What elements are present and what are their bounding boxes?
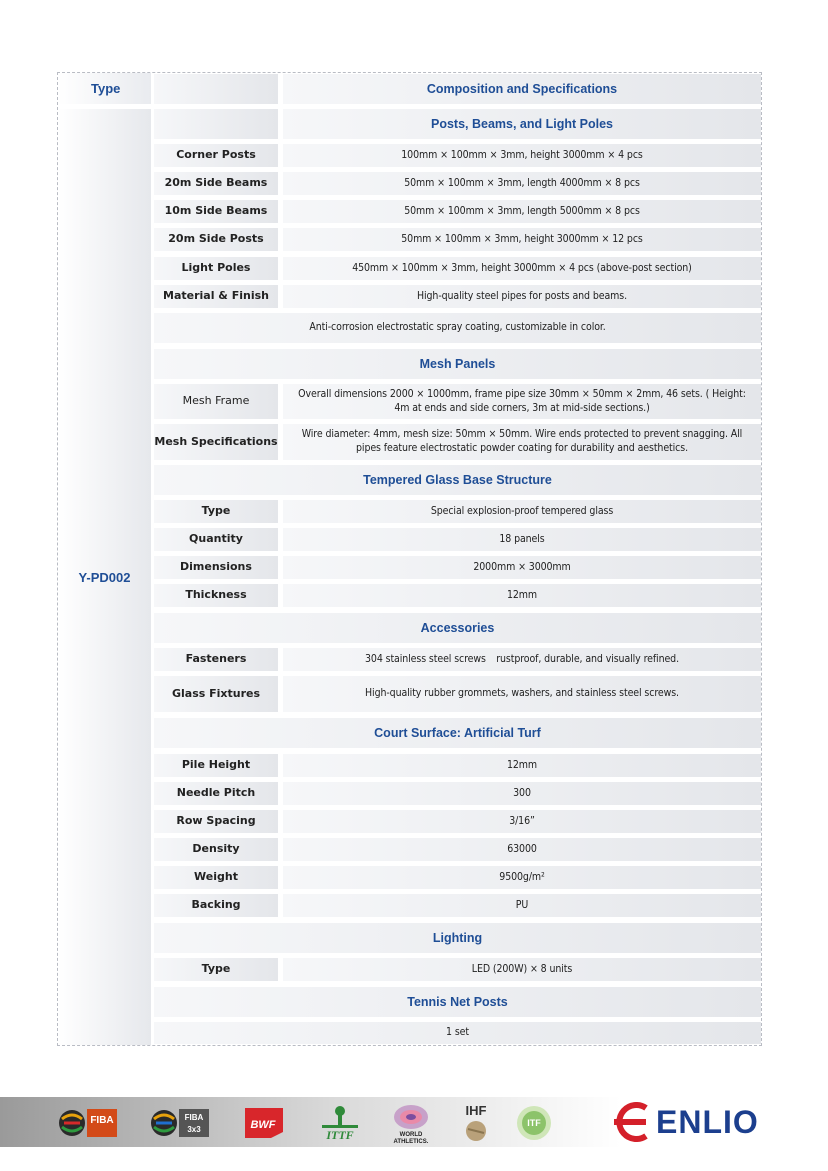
section-note: 1 set	[154, 1022, 761, 1044]
row-key: Quantity	[154, 528, 278, 551]
type-column-header: Type	[58, 73, 151, 104]
row-value: 12mm	[283, 584, 761, 607]
row-value: 50mm × 100mm × 3mm, height 3000mm × 12 pcs	[283, 228, 761, 251]
row-value: Overall dimensions 2000 × 1000mm, frame pipe size 30mm × 50mm × 2mm, 46 sets. ( Height: 4m at ends and side corners, 3m at mid-side sections.)	[283, 384, 761, 419]
row-key: Glass Fixtures	[154, 676, 278, 712]
row-key: Dimensions	[154, 556, 278, 579]
row-value: PU	[283, 894, 761, 917]
row-value: 100mm × 100mm × 3mm, height 3000mm × 4 pcs	[283, 144, 761, 167]
row-value: Special explosion-proof tempered glass	[283, 500, 761, 523]
row-key: 20m Side Posts	[154, 228, 278, 251]
fiba-3x3-label: FIBA	[184, 1113, 204, 1122]
enlio-mark-icon	[612, 1102, 652, 1142]
itf-label: ITF	[527, 1118, 541, 1128]
ihf-logo	[461, 1101, 491, 1150]
row-value: High-quality steel pipes for posts and beams.	[283, 285, 761, 308]
row-key: Mesh Frame	[154, 384, 278, 419]
world-athletics-logo	[388, 1102, 434, 1149]
row-key: Light Poles	[154, 257, 278, 280]
spec-column-header: Composition and Specifications	[283, 74, 761, 104]
section-title: Tennis Net Posts	[154, 987, 761, 1017]
section-title: Lighting	[154, 923, 761, 953]
row-key: Backing	[154, 894, 278, 917]
row-value: 50mm × 100mm × 3mm, length 5000mm × 8 pcs	[283, 200, 761, 223]
fiba-label: FIBA	[90, 1115, 114, 1126]
row-key: Density	[154, 838, 278, 861]
brand-name: ENLIO	[656, 1103, 759, 1140]
row-value: Wire diameter: 4mm, mesh size: 50mm × 50mm. Wire ends protected to prevent snagging. All pipes feature electrostatic powder coating for durability and aesthetics.	[283, 424, 761, 460]
section-blank-cell	[154, 109, 278, 139]
row-key: 10m Side Beams	[154, 200, 278, 223]
row-key: Mesh Specifications	[154, 424, 278, 460]
section-title: Posts, Beams, and Light Poles	[283, 109, 761, 139]
row-key: Fasteners	[154, 648, 278, 671]
row-key: Material & Finish	[154, 285, 278, 308]
ittf-logo	[318, 1103, 362, 1146]
section-title: Accessories	[154, 613, 761, 643]
row-key: Thickness	[154, 584, 278, 607]
svg-text:WORLD: WORLD	[399, 1132, 423, 1138]
fiba-logo	[58, 1107, 118, 1144]
row-key: Corner Posts	[154, 144, 278, 167]
row-value: High-quality rubber grommets, washers, and stainless steel screws.	[283, 676, 761, 712]
model-code: Y-PD002	[78, 570, 131, 585]
fiba-3x3-logo	[150, 1107, 210, 1144]
bwf-label: BWF	[250, 1119, 276, 1131]
row-value: 450mm × 100mm × 3mm, height 3000mm × 4 pcs (above-post section)	[283, 257, 761, 280]
itf-logo	[514, 1103, 554, 1148]
svg-text:ATHLETICS.: ATHLETICS.	[393, 1139, 429, 1144]
row-value: 63000	[283, 838, 761, 861]
enlio-logo	[612, 1102, 759, 1142]
row-key: Type	[154, 500, 278, 523]
row-value: 9500g/m²	[283, 866, 761, 889]
section-title: Court Surface: Artificial Turf	[154, 718, 761, 748]
type-column	[58, 109, 151, 1045]
row-key: Type	[154, 958, 278, 981]
row-key: Weight	[154, 866, 278, 889]
row-value: 304 stainless steel screws rustproof, durable, and visually refined.	[283, 648, 761, 671]
row-value: LED (200W) × 8 units	[283, 958, 761, 981]
section-title: Mesh Panels	[154, 349, 761, 379]
ittf-label: ITTF	[326, 1128, 354, 1141]
row-value: 18 panels	[283, 528, 761, 551]
svg-text:3x3: 3x3	[187, 1125, 201, 1134]
row-value: 2000mm × 3000mm	[283, 556, 761, 579]
row-value: 300	[283, 782, 761, 805]
ihf-label: IHF	[465, 1103, 487, 1118]
section-title: Tempered Glass Base Structure	[154, 465, 761, 495]
bwf-logo	[243, 1106, 285, 1145]
row-key: 20m Side Beams	[154, 172, 278, 195]
row-key: Pile Height	[154, 754, 278, 777]
row-key: Row Spacing	[154, 810, 278, 833]
row-key: Needle Pitch	[154, 782, 278, 805]
row-value: 50mm × 100mm × 3mm, length 4000mm × 8 pcs	[283, 172, 761, 195]
section-note: Anti-corrosion electrostatic spray coating, customizable in color.	[154, 313, 761, 343]
row-value: 3/16”	[283, 810, 761, 833]
row-value: 12mm	[283, 754, 761, 777]
header-blank-cell	[154, 74, 278, 104]
